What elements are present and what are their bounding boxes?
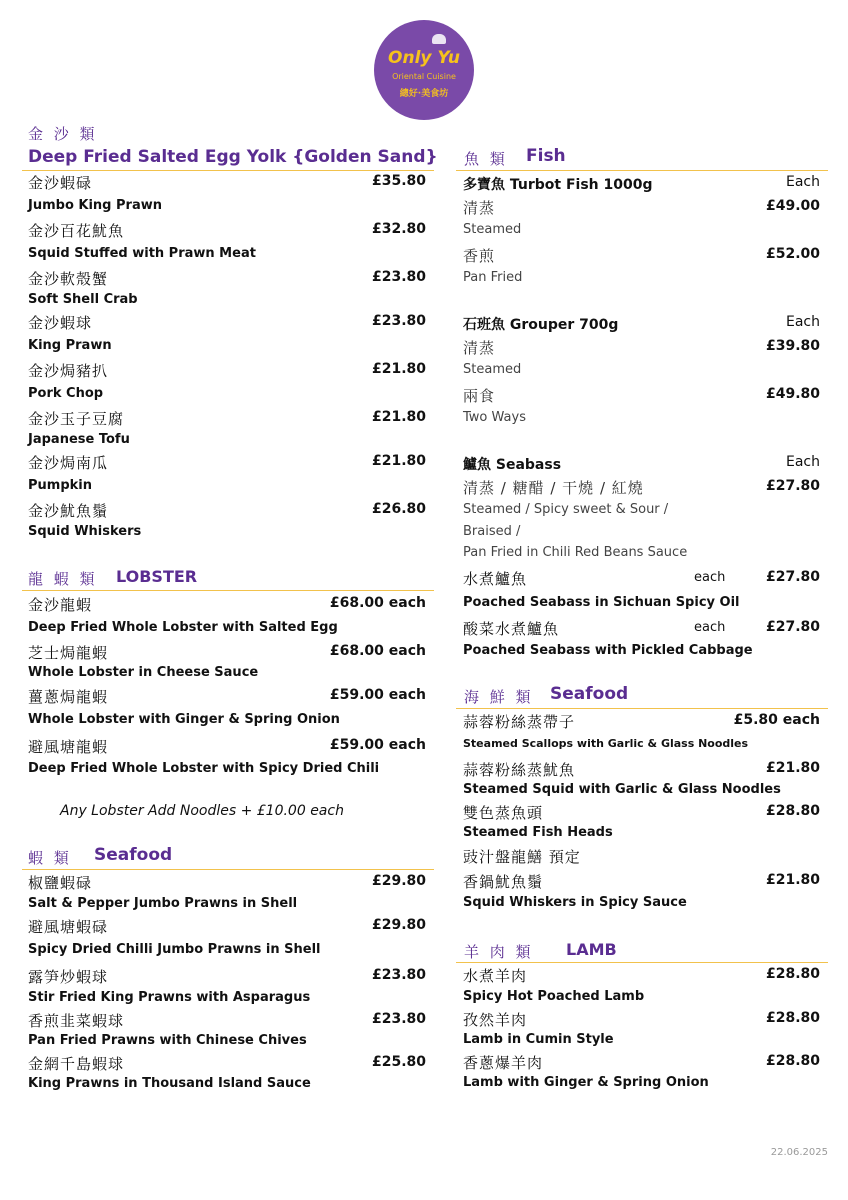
lamb-title: LAMB	[566, 940, 617, 959]
menu-item-cn: 水煮鱸魚	[463, 570, 528, 588]
menu-item-price: £21.80	[765, 760, 820, 776]
menu-item-price: £21.80	[371, 361, 426, 377]
menu-item-cn: 金沙蝦碌	[28, 174, 93, 192]
menu-item-cn: 芝士焗龍蝦	[28, 644, 109, 662]
menu-item-en: King Prawn	[28, 338, 112, 353]
menu-item-cn: 金沙軟殼蟹	[28, 270, 109, 288]
prawn-cn-heading: 蝦 類	[28, 849, 72, 867]
menu-item-unit: each	[694, 570, 726, 585]
menu-item-price: £21.80	[371, 453, 426, 469]
menu-item-price: £28.80	[765, 803, 820, 819]
menu-item-en: King Prawns in Thousand Island Sauce	[28, 1076, 311, 1091]
menu-item-price: £21.80	[765, 872, 820, 888]
grouper-unit: Each	[786, 314, 820, 330]
menu-item-en: Steamed Fish Heads	[463, 825, 613, 840]
fish-cn-heading: 魚 類	[464, 150, 508, 168]
menu-item-price: £27.80	[765, 569, 820, 585]
menu-item-price: £32.80	[371, 221, 426, 237]
fish-option-en: Steamed	[463, 222, 522, 237]
prawn-title: Seafood	[94, 845, 173, 865]
seabass-styles-en: Pan Fried in Chili Red Beans Sauce	[463, 545, 688, 560]
menu-item-en: Deep Fried Whole Lobster with Salted Egg	[28, 620, 338, 635]
menu-item-price: £29.80	[371, 917, 426, 933]
logo-chinese: 總好·美食坊	[399, 89, 449, 99]
menu-item-cn: 金沙魷魚鬚	[28, 502, 109, 520]
menu-item-price: £23.80	[371, 269, 426, 285]
fish-title: Fish	[526, 146, 566, 166]
menu-item-price: £26.80	[371, 501, 426, 517]
menu-item-en: Squid Whiskers	[28, 524, 142, 539]
fish-option-price: £49.00	[765, 198, 820, 214]
menu-item-en: Lamb with Ginger & Spring Onion	[463, 1075, 709, 1090]
menu-item-price: £5.80 each	[733, 712, 820, 728]
fish-option-cn: 清蒸	[463, 199, 496, 217]
menu-item-price: £59.00 each	[329, 737, 426, 753]
golden-sand-title: Deep Fried Salted Egg Yolk {Golden Sand}	[28, 147, 438, 167]
menu-item-cn: 金沙龍蝦	[28, 596, 93, 614]
menu-item-cn: 金沙玉子豆腐	[28, 410, 125, 428]
lobster-title: LOBSTER	[116, 567, 198, 586]
menu-item-price: £23.80	[371, 967, 426, 983]
fish-option-price: £39.80	[765, 338, 820, 354]
menu-item-en: Squid Whiskers in Spicy Sauce	[463, 895, 687, 910]
section-divider	[456, 170, 828, 171]
menu-item-price: £25.80	[371, 1054, 426, 1070]
menu-item-price: £23.80	[371, 313, 426, 329]
lobster-cn-heading: 龍 蝦 類	[28, 570, 98, 588]
menu-item-en: Whole Lobster with Ginger & Spring Onion	[28, 712, 340, 727]
menu-item-cn: 蒜蓉粉絲蒸帶子	[463, 713, 576, 731]
menu-item-price: £27.80	[765, 619, 820, 635]
turbot-unit: Each	[786, 174, 820, 190]
menu-item-price: £68.00 each	[329, 595, 426, 611]
menu-item-en: Pan Fried Prawns with Chinese Chives	[28, 1033, 307, 1048]
menu-item-en: Squid Stuffed with Prawn Meat	[28, 246, 256, 261]
menu-item-cn: 蒜蓉粉絲蒸魷魚	[463, 761, 576, 779]
menu-item-price: £21.80	[371, 409, 426, 425]
fish-option-cn: 兩食	[463, 387, 496, 405]
menu-item-cn: 金沙蝦球	[28, 314, 93, 332]
seabass-unit: Each	[786, 454, 820, 470]
menu-item-price: £59.00 each	[329, 687, 426, 703]
seabass-price: £27.80	[765, 478, 820, 494]
menu-item-cn: 豉汁盤龍鱔 預定	[463, 848, 581, 866]
golden-sand-cn-heading: 金 沙 類	[28, 125, 98, 143]
menu-item-cn: 水煮羊肉	[463, 967, 528, 985]
menu-item-en: Pork Chop	[28, 386, 104, 401]
seabass-styles-en: Braised /	[463, 524, 521, 539]
section-divider	[22, 170, 434, 171]
menu-item-en: Soft Shell Crab	[28, 292, 138, 307]
menu-item-price: £28.80	[765, 1010, 820, 1026]
fish-option-en: Two Ways	[463, 410, 526, 425]
menu-item-cn: 香蔥爆羊肉	[463, 1054, 544, 1072]
menu-item-en: Poached Seabass in Sichuan Spicy Oil	[463, 595, 740, 610]
menu-item-cn: 金網千島蝦球	[28, 1055, 125, 1073]
menu-item-price: £28.80	[765, 966, 820, 982]
seabass-name: 鱸魚 Seabass	[463, 457, 562, 473]
seafood-title: Seafood	[550, 684, 629, 704]
section-divider	[456, 962, 828, 963]
menu-item-en: Lamb in Cumin Style	[463, 1032, 614, 1047]
menu-item-en: Steamed Scallops with Garlic & Glass Noodles	[463, 737, 749, 750]
fish-option-cn: 香煎	[463, 247, 496, 265]
menu-item-en: Steamed Squid with Garlic & Glass Noodles	[463, 782, 781, 797]
menu-item-cn: 酸菜水煮鱸魚	[463, 620, 560, 638]
menu-item-en: Spicy Hot Poached Lamb	[463, 989, 645, 1004]
menu-item-cn: 露笋炒蝦球	[28, 968, 109, 986]
menu-item-unit: each	[694, 620, 726, 635]
menu-item-price: £23.80	[371, 1011, 426, 1027]
menu-item-en: Poached Seabass with Pickled Cabbage	[463, 643, 753, 658]
menu-item-price: £28.80	[765, 1053, 820, 1069]
menu-item-cn: 金沙百花魷魚	[28, 222, 125, 240]
menu-item-en: Jumbo King Prawn	[28, 198, 162, 213]
turbot-name: 多寶魚 Turbot Fish 1000g	[463, 177, 653, 193]
menu-item-price: £35.80	[371, 173, 426, 189]
menu-item-cn: 椒鹽蝦碌	[28, 874, 93, 892]
fish-option-en: Steamed	[463, 362, 522, 377]
fish-option-en: Pan Fried	[463, 270, 523, 285]
menu-item-en: Salt & Pepper Jumbo Prawns in Shell	[28, 896, 298, 911]
seafood-cn-heading: 海 鮮 類	[464, 688, 534, 706]
menu-item-cn: 香煎韭菜蝦球	[28, 1012, 125, 1030]
section-divider	[22, 590, 434, 591]
menu-item-en: Japanese Tofu	[28, 432, 130, 447]
menu-item-cn: 避風塘蝦碌	[28, 918, 109, 936]
logo-subtitle: Oriental Cuisine	[392, 72, 456, 81]
logo-name: Only Yu	[388, 48, 460, 68]
grouper-name: 石班魚 Grouper 700g	[463, 317, 619, 333]
menu-item-en: Spicy Dried Chilli Jumbo Prawns in Shell	[28, 942, 321, 957]
menu-item-price: £68.00 each	[329, 643, 426, 659]
seabass-styles-cn: 清蒸 / 糖醋 / 干燒 / 紅燒	[463, 479, 644, 497]
menu-item-en: Whole Lobster in Cheese Sauce	[28, 665, 259, 680]
menu-item-cn: 避風塘龍蝦	[28, 738, 109, 756]
lamb-cn-heading: 羊 肉 類	[464, 943, 534, 961]
menu-item-cn: 孜然羊肉	[463, 1011, 528, 1029]
lobster-noodle-note: Any Lobster Add Noodles + £10.00 each	[60, 803, 344, 819]
menu-item-cn: 雙色蒸魚頭	[463, 804, 544, 822]
menu-item-en: Deep Fried Whole Lobster with Spicy Dried Chili	[28, 761, 380, 776]
menu-item-cn: 金沙焗南瓜	[28, 454, 109, 472]
section-divider	[22, 869, 434, 870]
menu-item-cn: 香鍋魷魚鬚	[463, 873, 544, 891]
fish-option-price: £52.00	[765, 246, 820, 262]
section-divider	[456, 708, 828, 709]
menu-item-price: £29.80	[371, 873, 426, 889]
menu-item-en: Pumpkin	[28, 478, 92, 493]
seabass-styles-en: Steamed / Spicy sweet & Sour /	[463, 502, 669, 517]
chef-hat-icon	[432, 34, 446, 44]
menu-date: 22.06.2025	[770, 1147, 828, 1158]
menu-item-en: Stir Fried King Prawns with Asparagus	[28, 990, 311, 1005]
fish-option-price: £49.80	[765, 386, 820, 402]
menu-item-cn: 薑蔥焗龍蝦	[28, 688, 109, 706]
fish-option-cn: 清蒸	[463, 339, 496, 357]
menu-item-cn: 金沙焗豬扒	[28, 362, 109, 380]
restaurant-logo	[374, 20, 474, 120]
